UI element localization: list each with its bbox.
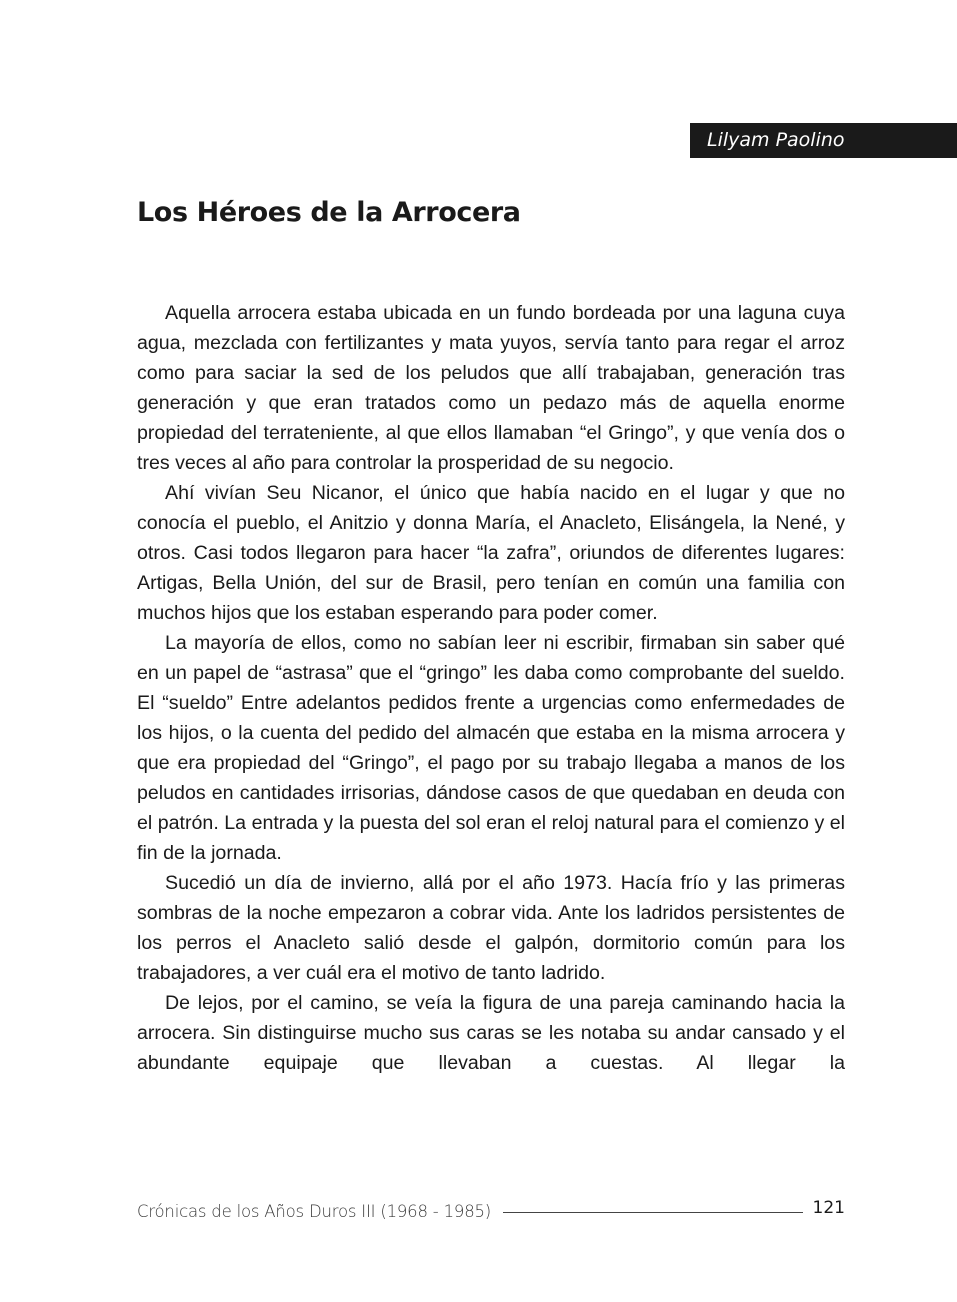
paragraph: La mayoría de ellos, como no sabían leer ni escribir, firmaban sin saber qué en un papel de “astrasa” que el “gringo” les daba como comprobante del sueldo. El “sueldo” Entre adelantos pedidos frente a urgencias como enfermedades de los hijos, o la cuenta del pedido del almacén que estaba en la misma arrocera y que era propiedad del “Gringo”, el pago por su trabajo llegaba a manos de los peludos en cantidades irrisorias, dándose casos de que quedaban en deuda con el patrón. La entrada y la puesta del sol eran el reloj natural para el comienzo y el fin de la jornada. — [137, 632, 845, 864]
author-name: Lilyam Paolino — [707, 129, 845, 151]
paragraph: Ahí vivían Seu Nicanor, el único que había nacido en el lugar y que no conocía el pueblo, el Anitzio y donna María, el Anacleto, Elisángela, la Nené, y otros. Casi todos llegaron para hacer “la zafra”, oriundos de diferentes lugares: Artigas, Bella Unión, del sur de Brasil, pero tenían en común una familia con muchos hijos que los estaban esperando para poder comer. — [137, 482, 845, 624]
footer-book-title: Crónicas de los Años Duros III (1968 - 1985) — [137, 1201, 492, 1221]
page-number: 121 — [812, 1198, 845, 1218]
page-footer — [137, 1198, 845, 1224]
paragraph: Sucedió un día de invierno, allá por el año 1973. Hacía frío y las primeras sombras de la noche empezaron a cobrar vida. Ante los ladridos persistentes de los perros el Anacleto salió desde el galpón, dormitorio común para los trabajadores, a ver cuál era el motivo de tanto ladrido. — [137, 872, 845, 984]
author-tab — [690, 123, 957, 158]
chapter-body — [137, 298, 845, 1078]
paragraph: De lejos, por el camino, se veía la figura de una pareja caminando hacia la arrocera. Sin distinguirse mucho sus caras se les notaba su andar cansado y el abundante equipaje que llevaban a cuestas. Al llegar la — [137, 992, 845, 1074]
footer-divider — [503, 1212, 803, 1213]
paragraph: Aquella arrocera estaba ubicada en un fundo bordeada por una laguna cuya agua, mezclada con fertilizantes y mata yuyos, servía tanto para regar el arroz como para saciar la sed de los peludos que allí trabajaban, generación tras generación y que eran tratados como un pedazo más de aquella enorme propiedad del terrateniente, al que ellos llamaban “el Gringo”, y que venía dos o tres veces al año para controlar la prosperidad de su negocio. — [137, 302, 845, 474]
chapter-title: Los Héroes de la Arrocera — [137, 197, 521, 228]
